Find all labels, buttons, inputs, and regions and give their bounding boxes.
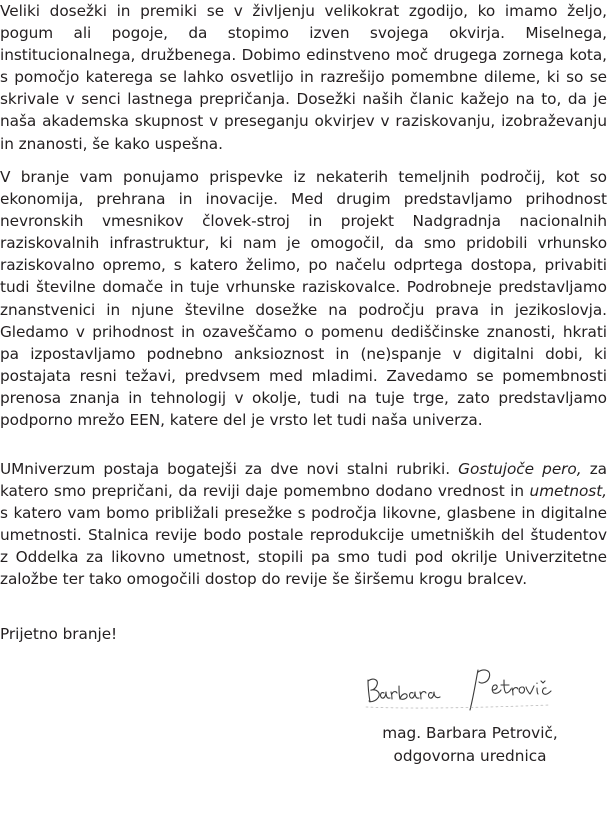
paragraph-1: Veliki dosežki in premiki se v življenju velikokrat zgodijo, ko imamo željo, pogum ali pogoje, da stopimo izven svojega okvirja. Miselnega, institucionalnega, družbenega. Dobimo edinstveno moč drugega zornega kota, s pomočjo katerega se lahko osvetlijo in razrešijo pomembne dileme, ki so se skrivale v senci lastnega prepričanja. Dosežki naših članic kažejo na to, da je naša akademska skupnost v preseganju okvirjev v raziskovanju, izobraževanju in znanosti, še kako uspešna. [0,2,607,153]
paragraph-3-text-1: UMniverzum postaja bogatejši za dve novi stalni rubriki. [0,460,459,478]
paragraph-3 [0,458,607,591]
signatory-name: mag. Barbara Petrovič, [382,724,558,742]
signatory-role: odgovorna urednica [393,747,547,765]
paragraph-3-text-3: s katero vam bomo približali presežke s področja likovne, glasbene in digitalne umetnosti. Stalnica revije bodo postale reprodukcije umetniških del študentov z Oddelka za likovno umetnost, stopili pa smo tudi pod okrilje Univerzitetne založbe ter tako omogočili dostop do revije še širšemu krogu bralcev. [0,504,607,589]
paragraph-3-italic-guest-pen: Gostujoče pero, [458,460,582,478]
closing-greeting: Prijetno branje! [0,625,118,643]
paragraph-2: V branje vam ponujamo prispevke iz nekaterih temeljnih področij, kot so ekonomija, prehrana in inovacije. Med drugim predstavljamo prihodnost nevronskih vmesnikov človek-stroj in projekt Nadgradnja nacionalnih raziskovalnih infrastruktur, ki nam je omogočil, da smo pridobili vrhunsko raziskovalno opremo, s katero želimo, po načelu odprtega dostopa, privabiti tudi številne domače in tuje vrhunske raziskovalce. Podrobneje predstavljamo znanstvenici in njune številne dosežke na področju prava in jezikoslovja. Gledamo v prihodnost in ozaveščamo o pomenu dediščinske znanosti, hkrati pa izpostavljamo podnebno anksioznost in (ne)spanje v digitalni dobi, ki postajata resni težavi, predvsem med mladimi. Zavedamo se pomembnosti prenosa znanja in tehnologij v okolje, tudi na tuje trge, zato predstavljamo podporno mrežo EEN, katere del je vrsto let tudi naša univerza. [0,168,607,430]
paragraph-3-italic-art: umetnost, [529,482,607,501]
handwritten-signature [360,660,580,718]
paragraph-3-text-2: za katero smo prepričani, da reviji daje pomembno dodano vrednost in [0,460,607,501]
signature-block [340,722,600,768]
